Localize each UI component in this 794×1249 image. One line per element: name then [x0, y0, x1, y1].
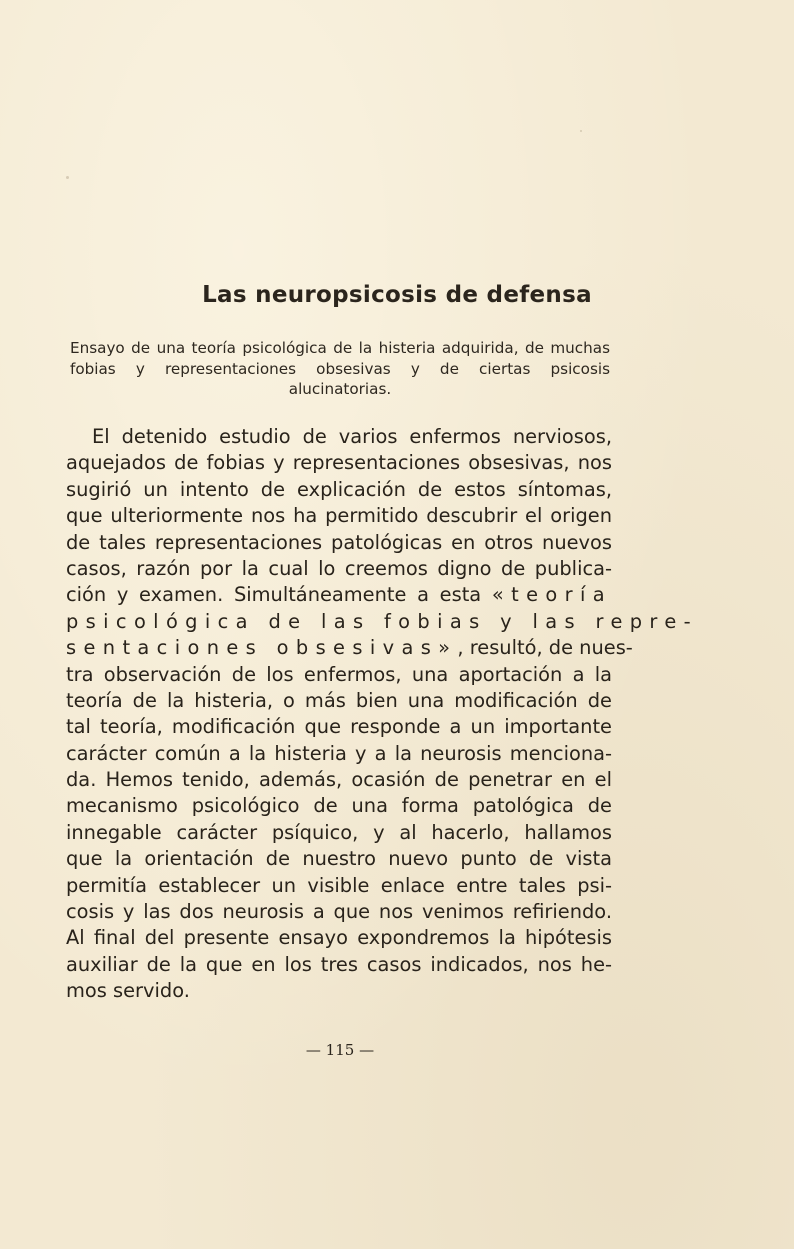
body-line: aquejados de fobias y representaciones obsesivas, nos [66, 451, 612, 475]
body-line: auxiliar de la que en los tres casos indicados, nos he- [66, 952, 612, 976]
body-line: tra observación de los enfermos, una aportación a la [66, 662, 612, 686]
emphasis-spaced: psicológica de las fobias y las repre- [66, 609, 699, 633]
chapter-title: Las neuropsicosis de defensa [202, 282, 592, 308]
body-line-plain: , resultó, de nues- [457, 636, 633, 660]
body-line: mecanismo psicológico de una forma patológica de [66, 794, 612, 818]
body-line: teoría de la histeria, o más bien una modificación de [66, 688, 612, 712]
body-line: permitía establecer un visible enlace entre tales psi- [66, 873, 612, 897]
body-line: de tales representaciones patológicas en otros nuevos [66, 530, 612, 554]
body-line: casos, razón por la cual lo creemos digno de publica- [66, 556, 612, 580]
body-line: que ulteriormente nos ha permitido descubrir el origen [66, 504, 612, 528]
body-line [66, 609, 699, 635]
body-line: carácter común a la histeria y a la neurosis menciona- [66, 741, 612, 765]
paper-speck [66, 176, 69, 179]
body-line: tal teoría, modificación que responde a un importante [66, 715, 612, 739]
body-paragraph [66, 424, 699, 1005]
body-line [66, 635, 633, 661]
body-line: da. Hemos tenido, además, ocasión de penetrar en el [66, 768, 612, 792]
body-line: Al final del presente ensayo expondremos la hipótesis [66, 926, 612, 950]
body-line: que la orientación de nuestro nuevo punto de vista [66, 847, 612, 871]
emphasis-spaced: «teoría [491, 583, 612, 607]
emphasis-spaced: sentaciones obsesivas» [66, 636, 458, 660]
page-number: — 115 — [305, 1041, 375, 1059]
body-line-plain: ción y examen. Simultáneamente a esta [66, 583, 492, 607]
body-line: innegable carácter psíquico, y al hacerlo, hallamos [66, 820, 612, 844]
paper-speck [580, 130, 582, 132]
body-line: cosis y las dos neurosis a que nos venimos refiriendo. [66, 900, 612, 924]
body-line: sugirió un intento de explicación de estos síntomas, [66, 477, 612, 501]
chapter-subtitle: Ensayo de una teoría psicológica de la histeria adquirida, de muchas fobias y representaciones obsesivas y de ciertas psicosis alucinatorias. [70, 339, 610, 398]
body-line: El detenido estudio de varios enfermos nerviosos, [92, 425, 612, 448]
body-line [66, 582, 612, 608]
body-line: mos servido. [66, 979, 190, 1003]
